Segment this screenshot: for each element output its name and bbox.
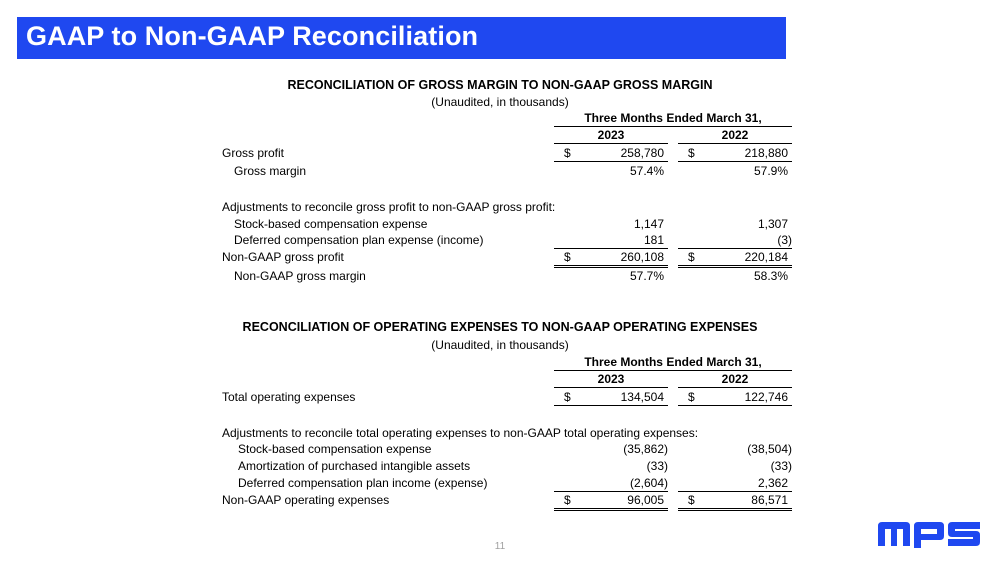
table-row	[0, 476, 1000, 492]
row-label: Non-GAAP gross profit	[222, 250, 344, 264]
opex-section-title: RECONCILIATION OF OPERATING EXPENSES TO NON-GAAP OPERATING EXPENSES	[242, 320, 758, 334]
value-cell: $ 122,746	[678, 390, 792, 406]
table-row	[0, 442, 1000, 458]
opex-year-2022: 2022	[678, 372, 792, 388]
row-label: Amortization of purchased intangible assets	[238, 459, 471, 473]
gross-year-2022: 2022	[678, 128, 792, 144]
table-row	[0, 459, 1000, 475]
table-row	[0, 200, 1000, 216]
table-row	[0, 390, 1000, 406]
row-label: Deferred compensation plan income (expense)	[238, 476, 488, 490]
opex-section-subtitle: (Unaudited, in thousands)	[431, 338, 569, 352]
value-cell: 2,362	[678, 476, 792, 492]
value-cell: $ 260,108	[554, 250, 668, 268]
table-row	[0, 146, 1000, 162]
mps-logo-icon	[876, 520, 982, 548]
value-cell: (33)	[646, 459, 668, 473]
value-cell: 57.7%	[629, 269, 664, 283]
value-cell: 1,147	[633, 217, 664, 231]
value-cell: $ 220,184	[678, 250, 792, 268]
value-cell: (35,862)	[623, 442, 668, 456]
row-label: Gross margin	[234, 164, 307, 178]
opex-period-header: Three Months Ended March 31,	[554, 355, 792, 371]
page-number: 11	[494, 541, 506, 552]
value-cell: $ 218,880	[678, 146, 792, 162]
table-row	[0, 217, 1000, 233]
value-cell: (33)	[770, 459, 792, 473]
value-cell: $ 86,571	[678, 493, 792, 511]
row-label: Adjustments to reconcile gross profit to non-GAAP gross profit:	[222, 200, 556, 214]
table-row	[0, 269, 1000, 285]
row-label: Stock-based compensation expense	[234, 217, 428, 231]
value-cell: 1,307	[757, 217, 788, 231]
row-label: Stock-based compensation expense	[238, 442, 432, 456]
gross-section-subtitle: (Unaudited, in thousands)	[431, 95, 569, 109]
value-cell: $ 134,504	[554, 390, 668, 406]
opex-year-2023: 2023	[554, 372, 668, 388]
value-cell: 57.4%	[629, 164, 664, 178]
value-cell: 58.3%	[753, 269, 788, 283]
gross-period-header: Three Months Ended March 31,	[554, 111, 792, 127]
row-label: Total operating expenses	[222, 390, 356, 404]
slide-title: GAAP to Non-GAAP Reconciliation	[26, 21, 479, 51]
gross-year-2023: 2023	[554, 128, 668, 144]
value-cell: 181	[554, 233, 668, 249]
value-cell: $ 96,005	[554, 493, 668, 511]
row-label: Deferred compensation plan expense (income)	[234, 233, 484, 247]
value-cell: (38,504)	[747, 442, 792, 456]
slide-title-bar	[17, 17, 786, 59]
gross-section-title: RECONCILIATION OF GROSS MARGIN TO NON-GAAP GROSS MARGIN	[287, 78, 713, 92]
row-label: Gross profit	[222, 146, 285, 160]
row-label: Non-GAAP operating expenses	[222, 493, 390, 507]
value-cell: (2,604)	[554, 476, 668, 492]
value-cell: 57.9%	[753, 164, 788, 178]
row-label: Adjustments to reconcile total operating expenses to non-GAAP total operating expenses:	[222, 426, 699, 440]
value-cell: $ 258,780	[554, 146, 668, 162]
table-row	[0, 493, 1000, 509]
table-row	[0, 164, 1000, 180]
value-cell: (3)	[678, 233, 792, 249]
row-label: Non-GAAP gross margin	[234, 269, 366, 283]
table-row	[0, 250, 1000, 266]
table-row	[0, 426, 1000, 442]
table-row	[0, 233, 1000, 249]
